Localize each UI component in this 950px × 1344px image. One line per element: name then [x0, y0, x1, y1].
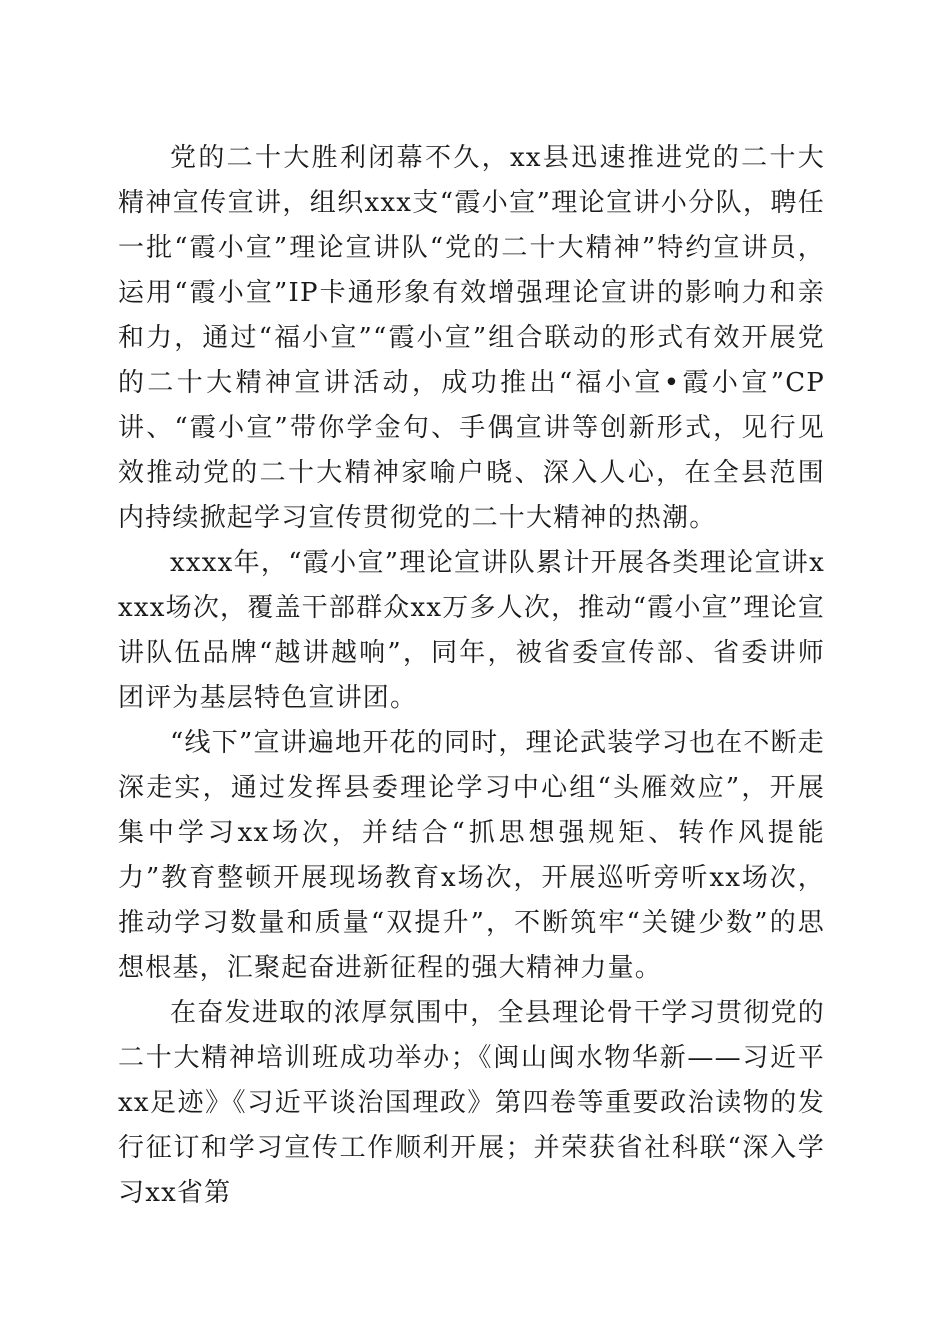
- paragraph-2: xxxx年，“霞小宣”理论宣讲队累计开展各类理论宣讲xxxx场次，覆盖干部群众xx万多人次，推动“霞小宣”理论宣讲队伍品牌“越讲越响”，同年，被省委宣传部、省委讲师团评为基层特色宣讲团。: [118, 548, 825, 713]
- paragraph-3: “线下”宣讲遍地开花的同时，理论武装学习也在不断走深走实，通过发挥县委理论学习中心组“头雁效应”，开展集中学习xx场次，并结合“抓思想强规矩、转作风提能力”教育整顿开展现场教育x场次，开展巡听旁听xx场次，推动学习数量和质量“双提升”，不断筑牢“关键少数”的思想根基，汇聚起奋进新征程的强大精神力量。: [118, 728, 825, 983]
- paragraph-4: 在奋发进取的浓厚氛围中，全县理论骨干学习贯彻党的二十大精神培训班成功举办；《闽山闽水物华新——习近平xx足迹》《习近平谈治国理政》第四卷等重要政治读物的发行征订和学习宣传工作顺利开展；并荣获省社科联“深入学习xx省第: [118, 998, 825, 1208]
- paragraph-1: 党的二十大胜利闭幕不久，xx县迅速推进党的二十大精神宣传宣讲，组织xxx支“霞小宣”理论宣讲小分队，聘任一批“霞小宣”理论宣讲队“党的二十大精神”特约宣讲员，运用“霞小宣”IP卡通形象有效增强理论宣讲的影响力和亲和力，通过“福小宣”“霞小宣”组合联动的形式有效开展党的二十大精神宣讲活动，成功推出“福小宣•霞小宣”CP讲、“霞小宣”带你学金句、手偶宣讲等创新形式，见行见效推动党的二十大精神家喻户晓、深入人心，在全县范围内持续掀起学习宣传贯彻党的二十大精神的热潮。: [118, 143, 825, 533]
- document-body: [118, 136, 825, 1216]
